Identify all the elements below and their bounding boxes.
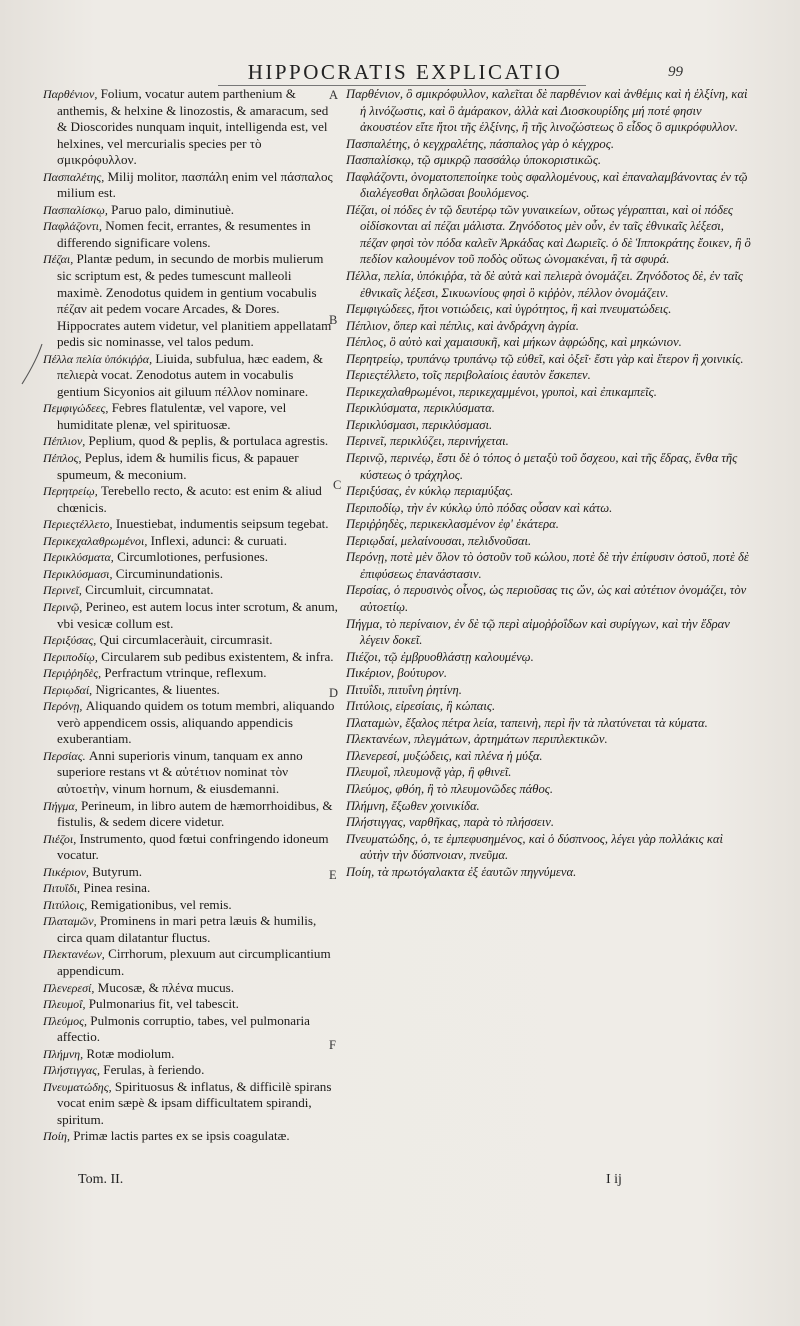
latin-headword: Πικέριον, [43, 864, 89, 879]
greek-column [346, 86, 751, 880]
greek-entry: Πασπαλίσκῳ, τῷ σμικρῷ πασσάλῳ ὑποκοριστικῶς. [346, 153, 602, 168]
latin-gloss: Anni superioris vinum, tanquam ex anno superiore restans vt & αὐτέτιον nominat τὸν αὐτοετὴν, vinum hornum, & eiusdemanni. [57, 747, 303, 796]
latin-gloss: Paruo palo, diminutiuè. [111, 201, 235, 217]
latin-entry [43, 450, 339, 483]
latin-entry [43, 649, 339, 666]
latin-gloss: Inuestiebat, indumentis seipsum tegebat. [115, 516, 329, 532]
latin-entry [43, 582, 339, 599]
greek-entry: Περινεῖ, περικλύζει, περινήχεται. [346, 434, 509, 449]
margin-letter-d: D [329, 686, 339, 700]
latin-headword: Περινῷ, [43, 599, 83, 614]
latin-gloss: Qui circumlaceràuit, circumrasit. [99, 632, 273, 648]
latin-headword: Περιποδίῳ, [43, 649, 98, 664]
greek-entry: Περιποδίῳ, τὴν ἐν κύκλῳ ὑπὸ πόδας οὖσαν καὶ κάτω. [346, 500, 613, 515]
margin-letter-f: F [329, 1038, 336, 1052]
latin-headword: Πλήμνη, [43, 1046, 84, 1061]
greek-entry: Πέλλα, πελία, ὑπόκιῤῥα, τὰ δὲ αὐτὰ καὶ πελιερὰ ὀνομάζει. Ζηνόδοτος δὲ, ἐν ταῖς ἐθνικαῖς λέξεσι, Σικυωνίους φησὶ ὃ κιῤῥὸν, πέλλον ὀνομάζειν. [346, 269, 743, 300]
latin-entry [43, 218, 339, 251]
greek-entry: Περητρείῳ, τρυπάνῳ τρυπάνῳ τῷ εὐθεῖ, καὶ ὀξεῖ· ἔστι γὰρ καὶ ἕτερον ἢ χοινικίς. [346, 351, 744, 366]
latin-gloss: Instrumento, quod fœtui confringendo idoneum vocatur. [57, 830, 329, 863]
latin-column [43, 86, 342, 1145]
latin-gloss: Plantæ pedum, in secundo de morbis mulierum sic scriptum est, & pedes tumescunt malleoli maximè. Zenodotus quidem in gentium vocabulis πέζαν ait pedem vocare Arcades, & Dores. Hippocrates autem videtur, vel planitiem appellatam pedis sic nominasse, vel talos pedum. [57, 251, 332, 350]
greek-entry: Πλενερεσί, μυξώδεις, καὶ πλένα ἡ μύξα. [346, 748, 543, 763]
latin-headword: Πλευμοΐ, [43, 997, 86, 1012]
greek-entry: Πέπλιον, ὅπερ καὶ πέπλις, καὶ ἀνδράχνη ἀγρία. [346, 318, 579, 333]
greek-entry: Περιεςτέλλετο, τοῖς περιβολαίοις ἑαυτὸν ἔσκεπεν. [346, 368, 591, 383]
latin-headword: Περικλύσμασι, [43, 566, 113, 581]
latin-gloss: Rotæ modiolum. [86, 1045, 175, 1061]
greek-entry: Περινῷ, περινέῳ, ἔστι δὲ ὁ τόπος ὁ μεταξὺ τοῦ ὄσχεου, καὶ τῆς ἕδρας, ἔνθα τῆς κύστεως ὁ τράχηλος. [346, 451, 738, 482]
latin-gloss: Nomen fecit, errantes, & resumentes in differendo significare volens. [57, 218, 311, 250]
latin-headword: Πιτυΐδι, [43, 881, 81, 896]
latin-headword: Πλενερεσί, [43, 980, 95, 995]
signature-mark: I ij [606, 1172, 622, 1187]
latin-entry [43, 351, 339, 401]
latin-headword: Περσίας. [43, 748, 86, 763]
latin-gloss: Circuminundationis. [115, 565, 224, 581]
latin-headword: Περιξύσας, [43, 633, 97, 648]
greek-entry: Πλεύμος, φθόη, ἢ τὸ πλευμονῶδες πάθος. [346, 781, 554, 796]
greek-entry: Περσίας, ὁ περυσινὸς οἶνος, ὡς περιοῦσας τις ὤν, ὡς καὶ αὐτέτιον ὀνομάζει, τὸν αὐτοετίῳ. [346, 583, 747, 614]
margin-letter-c: C [333, 478, 342, 492]
latin-headword: Πέπλος, [43, 451, 82, 466]
greek-entry: Πλευμοΐ, πλευμονᾷ γὰρ, ἢ φθινεῖ. [346, 765, 512, 780]
greek-entry: Πλαταμὼν, ἔξαλος πέτρα λεία, ταπεινὴ, περὶ ἣν τὰ πλατύνεται τὰ κύματα. [346, 715, 708, 730]
latin-entry [43, 748, 339, 798]
latin-headword: Περιῤῥηδὲς, [43, 666, 102, 681]
pencil-mark-icon [16, 342, 46, 386]
latin-gloss: Primæ lactis partes ex se ipsis coagulatæ. [73, 1128, 290, 1144]
greek-entry: Περιῳδαί, μελαίνουσαι, πελιδνοῦσαι. [346, 533, 532, 548]
latin-entry [43, 880, 339, 897]
latin-entry [43, 169, 339, 202]
latin-gloss: Circumlotiones, perfusiones. [117, 549, 268, 565]
latin-headword: Παρθένιον, [43, 87, 98, 101]
latin-headword: Περινεῖ, [43, 583, 82, 598]
latin-headword: Πέλλα πελία ὑπόκιῤῥα, [43, 351, 153, 366]
latin-gloss: Febres flatulentæ, vel vapore, vel humiditate plenæ, vel spirituosæ. [57, 400, 287, 432]
latin-entry [43, 566, 339, 583]
page-number: 99 [668, 64, 683, 80]
latin-entry [43, 632, 339, 649]
greek-entry: Περιῤῥηδὲς, περικεκλασμένον ἐφ' ἑκάτερα. [346, 517, 559, 532]
margin-letter-e: E [329, 868, 337, 882]
latin-entry [43, 1046, 339, 1063]
latin-gloss: Aliquando quidem os totum membri, aliquando verò appendicem ossis, aliquando appendicis exuberantiam. [57, 698, 335, 747]
latin-entry [43, 533, 339, 550]
latin-gloss: Circularem sub pedibus existentem, & infra. [101, 648, 334, 664]
latin-gloss: Butyrum. [92, 863, 143, 879]
latin-gloss: Peplus, idem & humilis ficus, & papauer spumeum, & meconium. [57, 450, 299, 482]
latin-headword: Πέζαι, [43, 252, 74, 267]
page-header [0, 56, 800, 86]
greek-entry: Παφλάζοντι, ὀνοματοπεποίηκε τοὺς σφαλλομένους, καὶ ἐπαναλαμβάνοντας ἐν τῷ διαλέγεσθαι δηλῶσαι βουλόμενος. [346, 169, 748, 201]
latin-entry [43, 864, 339, 881]
margin-letter-b: B [329, 313, 338, 327]
latin-entry [43, 202, 339, 219]
latin-headword: Παφλάζοντι, [43, 219, 102, 234]
greek-entry: Πλεκτανέων, πλεγμάτων, ἀρτημάτων περιπλεκτικῶν. [346, 732, 608, 747]
latin-gloss: Milij molitor, πασπάλη enim vel πάσπαλος milium est. [57, 168, 333, 201]
latin-headword: Πεμφιγώδεες, [43, 401, 109, 416]
latin-headword: Πήγμα, [43, 798, 78, 813]
latin-headword: Περιεςτέλλετο, [43, 517, 113, 532]
latin-gloss: Pulmonarius fit, vel tabescit. [88, 996, 239, 1012]
latin-headword: Πασπαλίσκῳ, [43, 202, 108, 217]
latin-gloss: Spirituosus & inflatus, & difficilè spirans vocat enim sæpè & ipsam difficultatem spirandi, spiritum. [57, 1078, 332, 1127]
latin-gloss: Folium, vocatur autem parthenium & anthemis, & helxine & linozostis, & amaracum, sed & Dioscorides nunquam inquit, intelligenda est, vel helxines, vel mercurialis species per τὸ σμικρόφυλλον. [57, 86, 329, 168]
latin-entry [43, 913, 339, 946]
latin-headword: Πνευματώδης, [43, 1079, 112, 1094]
greek-entry: Πιτυΐδι, πιτυΐνη ῥητίνη. [346, 682, 462, 697]
greek-entry: Πασπαλέτης, ὁ κεγχραλέτης, πάσπαλος γὰρ ὁ κέγχρος. [346, 136, 614, 151]
latin-headword: Περητρείῳ, [43, 484, 98, 499]
greek-entry: Πιέζοι, τῷ ἐμβρυοθλάστῃ καλουμένῳ. [346, 649, 534, 664]
greek-entry: Πέζαι, οἱ πόδες ἐν τῷ δευτέρῳ τῶν γυναικείων, οὕτως γέγραπται, καὶ οἱ πόδες οἰδίσκονται αἱ πέζαι μάλιστα. Ζηνόδοτος μὲν οὖν, ἐν ταῖς ἐθνικαῖς λέξεσι, πέζαν φησὶ τὸν πόδα καλεῖν Ἀρκάδας καὶ Δωριεῖς. ὁ δὲ Ἱπποκράτης ἔοικεν, ἢ ὃ πεδίον καλουμένον τοῦ ποδὸς οὕτως ὠνομακέναι, ἢ τὰ σφυρά. [346, 202, 751, 267]
latin-gloss: Cirrhorum, plexuum aut circumplicantium appendicum. [57, 946, 331, 978]
running-title: HIPPOCRATIS EXPLICATIO [247, 60, 563, 84]
greek-entry: Παρθένιον, ὃ σμικρόφυλλον, καλεῖται δὲ παρθένιον καὶ ἀνθέμις καὶ ἡ ἑλξίνη, καὶ ἡ λινόζωστις, καὶ ὃ ἀμάρακον, ἀλλὰ καὶ Διοσκουρίδης μή ποτέ φησιν ἀκουστέον εἴτε ἤτοι τῆς ἑλξίνης, ἢ τῆς λινοζώστεως ὃ εἶδος ὃ σμικρόφυλλον. [346, 87, 748, 135]
latin-gloss: Inflexi, adunci: & curuati. [150, 532, 287, 548]
latin-headword: Πιέζοι, [43, 831, 77, 846]
greek-entry: Πέπλος, ὃ αὐτὸ καὶ χαμαισυκῆ, καὶ μήκων ἀφρώδης, καὶ μηκώνιον. [346, 335, 682, 350]
latin-gloss: Peplium, quod & peplis, & portulaca agrestis. [88, 433, 329, 449]
latin-entry [43, 682, 339, 699]
greek-entry: Πεμφιγώδεες, ἤτοι νοτιώδεις, καὶ ὑγρότητος, ἢ καὶ πνευματώδεις. [346, 302, 672, 317]
latin-entry [43, 946, 339, 979]
latin-entry [43, 831, 339, 864]
latin-entry [43, 1128, 339, 1145]
latin-entry [43, 516, 339, 533]
latin-headword: Περόνῃ, [43, 699, 83, 714]
greek-entry: Πνευματώδης, ὁ, τε ἐμπεφυσημένος, καὶ ὁ δύσπνοος, λέγει γὰρ πολλάκις καὶ αὐτὴν τὴν δύσπνοιαν, πνεῦμα. [346, 831, 724, 863]
latin-entry [43, 665, 339, 682]
volume-label: Tom. II. [78, 1172, 124, 1187]
greek-entry: Περικλύσματα, περικλύσματα. [346, 401, 495, 416]
latin-gloss: Perineum, in libro autem de hæmorrhoidibus, & fistulis, & sedem dicere videtur. [57, 797, 333, 830]
latin-headword: Περιῳδαί, [43, 682, 93, 697]
latin-headword: Ποίη, [43, 1129, 70, 1144]
greek-entry: Πικέριον, βούτυρον. [346, 666, 448, 681]
latin-entry [43, 483, 339, 516]
latin-gloss: Pulmonis corruptio, tabes, vel pulmonaria affectio. [57, 1012, 310, 1045]
latin-entry [43, 86, 339, 169]
latin-entry [43, 798, 339, 831]
latin-entry [43, 251, 339, 350]
greek-entry: Περιξύσας, ἐν κύκλῳ περιαμύξας. [346, 484, 514, 499]
latin-headword: Περικλύσματα, [43, 550, 114, 565]
latin-entry [43, 897, 339, 914]
latin-entry [43, 433, 339, 450]
latin-headword: Πλήστιγγας, [43, 1063, 100, 1078]
latin-entry [43, 599, 339, 632]
latin-headword: Πλαταμῶν, [43, 914, 97, 929]
latin-gloss: Circumluit, circumnatat. [85, 582, 214, 598]
latin-gloss: Liuida, subfulua, hæc eadem, & πελιερὰ vocat. Zenodotus autem in vocabulis gentium Sicyonios ait giluum πέλλον nominare. [57, 350, 324, 399]
latin-headword: Πασπαλέτης, [43, 169, 105, 184]
latin-entry [43, 980, 339, 997]
greek-entry: Πλήμνη, ἔξωθεν χοινικίδα. [346, 798, 480, 813]
latin-headword: Πλεκτανέων, [43, 947, 105, 962]
latin-gloss: Nigricantes, & liuentes. [95, 681, 220, 697]
latin-entry [43, 400, 339, 433]
latin-headword: Περικεχαλαθρωμένοι, [43, 533, 148, 548]
latin-gloss: Prominens in mari petra læuis & humilis, circa quam dilatantur fluctus. [57, 913, 317, 945]
latin-gloss: Perineo, est autem locus inter scrotum, & anum, vbi vesicæ collum est. [57, 598, 338, 631]
greek-entry: Πιτύλοις, εἰρεσίαις, ἢ κώπαις. [346, 699, 496, 714]
latin-gloss: Ferulas, à feriendo. [103, 1062, 205, 1078]
greek-entry: Περικλύσμασι, περικλύσμασι. [346, 417, 493, 432]
page-footer [0, 1172, 800, 1196]
greek-entry: Ποίη, τὰ πρωτόγαλακτα ἐξ ἑαυτῶν πηγνύμενα. [346, 864, 577, 879]
latin-headword: Πιτύλοις, [43, 897, 88, 912]
latin-gloss: Perfractum vtrinque, reflexum. [104, 665, 267, 681]
latin-entry [43, 698, 339, 748]
latin-entry [43, 1079, 339, 1129]
greek-entry: Πήγμα, τὸ περίναιον, ἐν δὲ τῷ περὶ αἱμοῤῥοΐδων καὶ συρίγγων, καὶ τὴν ἕδραν λέγειν δοκεῖ. [346, 616, 730, 648]
latin-entry [43, 1062, 339, 1079]
latin-headword: Πλεύμος, [43, 1013, 87, 1028]
greek-entry: Πλήστιγγας, ναρθῆκας, παρὰ τὸ πλήσσειν. [346, 815, 555, 830]
latin-gloss: Mucosæ, & πλένα mucus. [97, 979, 235, 995]
latin-entry [43, 549, 339, 566]
greek-entry: Περόνῃ, ποτὲ μὲν ὅλον τὸ ὀστοῦν τοῦ κώλου, ποτὲ δὲ τὴν ἐπίφυσιν ὀστοῦ, ποτὲ δὲ ἐπιφύσεως ἐπανάστασιν. [346, 550, 749, 581]
latin-gloss: Terebello recto, & acuto: est enim & aliud chœnicis. [57, 483, 322, 515]
latin-headword: Πέπλιον, [43, 434, 86, 449]
margin-letter-a: A [329, 88, 339, 102]
greek-entry: Περικεχαλαθρωμένοι, περικεχαμμένοι, γρυποὶ, καὶ ἐπικαμπεῖς. [346, 384, 657, 399]
latin-entry [43, 996, 339, 1013]
latin-gloss: Pinea resina. [83, 880, 151, 896]
latin-gloss: Remigationibus, vel remis. [90, 896, 232, 912]
latin-entry [43, 1013, 339, 1046]
